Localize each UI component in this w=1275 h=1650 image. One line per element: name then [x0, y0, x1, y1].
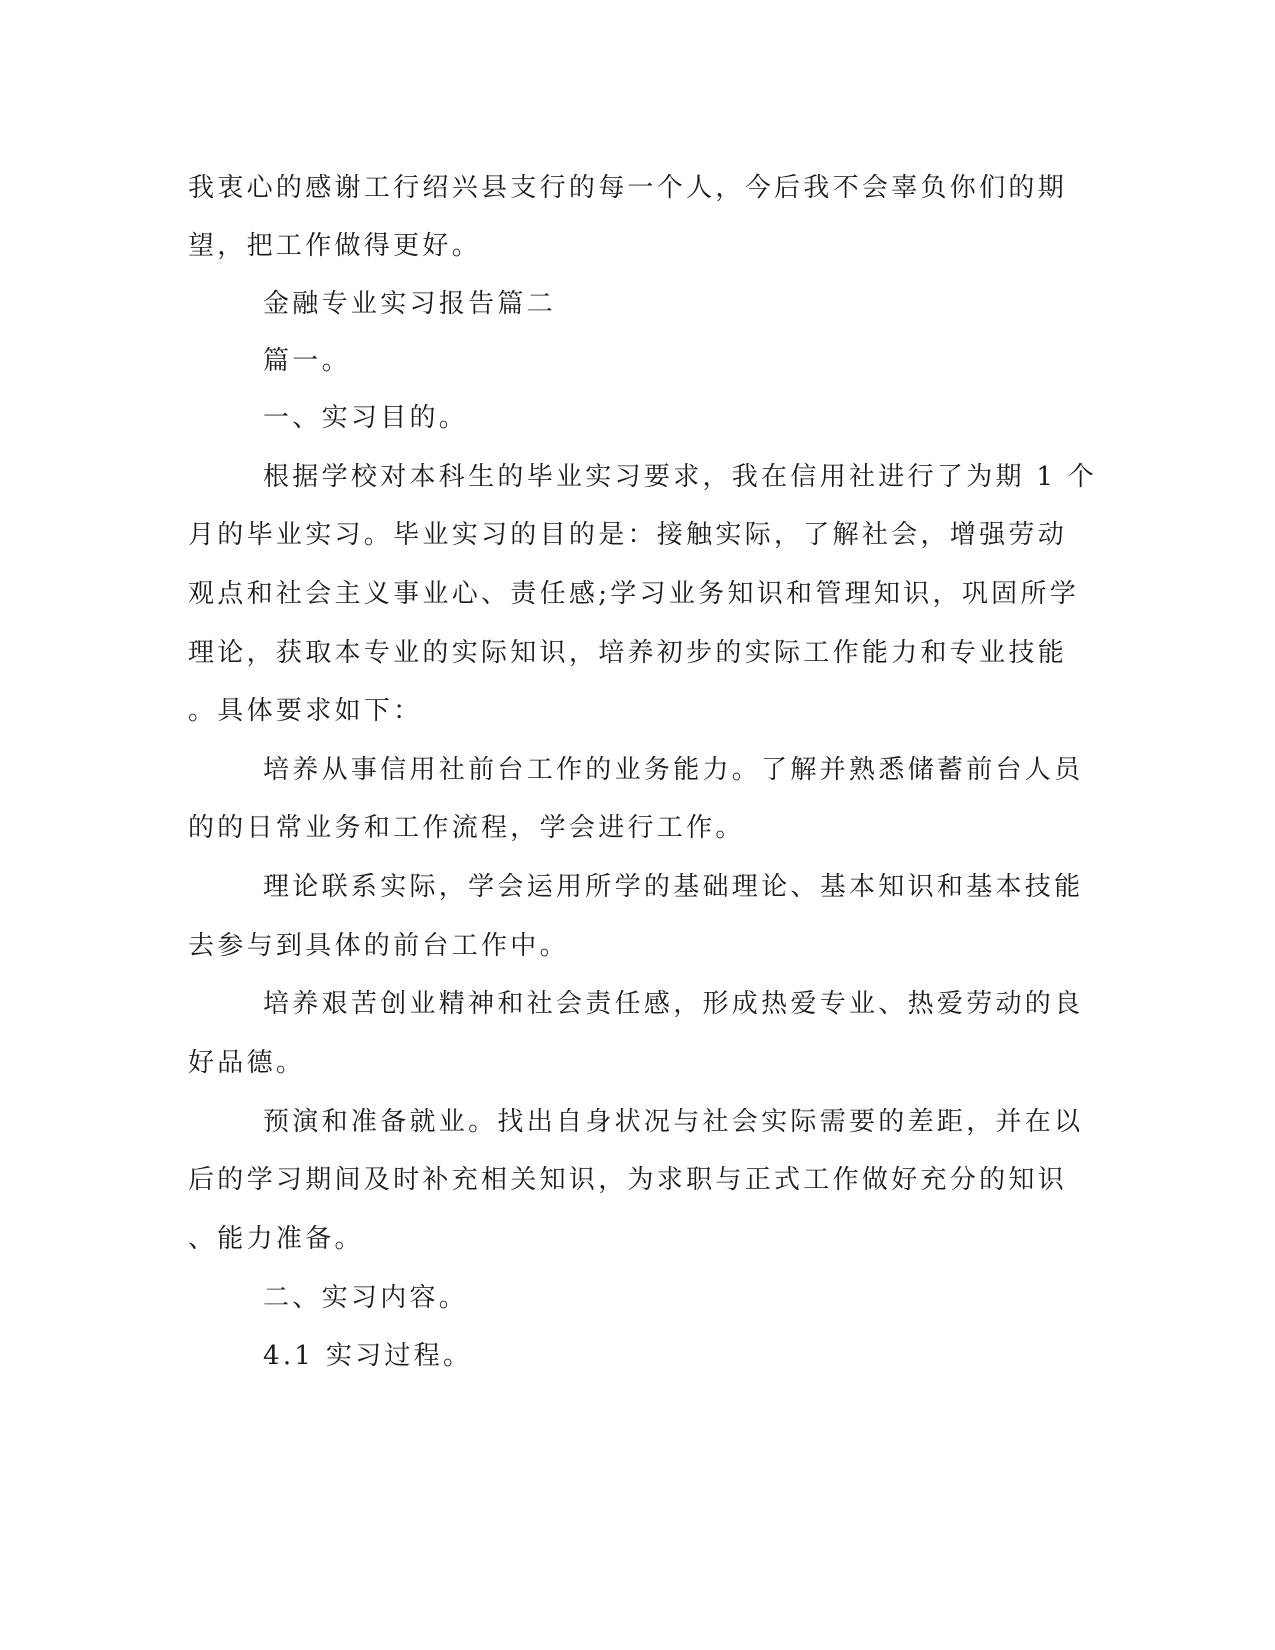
- paragraph-line: 月的毕业实习。毕业实习的目的是：接触实际，了解社会，增强劳动: [188, 520, 1068, 550]
- subsection-heading: 篇一。: [263, 346, 351, 376]
- paragraph-line: 理论联系实际，学会运用所学的基础理论、基本知识和基本技能: [263, 872, 1084, 902]
- paragraph-line: 去参与到具体的前台工作中。: [188, 931, 569, 961]
- paragraph-line: 我衷心的感谢工行绍兴县支行的每一个人，今后我不会辜负你们的期: [188, 173, 1068, 203]
- paragraph-line: 根据学校对本科生的毕业实习要求，我在信用社进行了为期 1 个: [263, 462, 1098, 492]
- paragraph-line: 培养从事信用社前台工作的业务能力。了解并熟悉储蓄前台人员: [263, 755, 1084, 785]
- paragraph-line: 的的日常业务和工作流程，学会进行工作。: [188, 813, 745, 843]
- subsection-heading: 4.1 实习过程。: [263, 1341, 473, 1371]
- paragraph-line: 望，把工作做得更好。: [188, 231, 482, 261]
- section-heading: 金融专业实习报告篇二: [263, 289, 557, 319]
- paragraph-line: 理论，获取本专业的实际知识，培养初步的实际工作能力和专业技能: [188, 638, 1068, 668]
- subsection-heading: 二、实习内容。: [263, 1283, 469, 1313]
- paragraph-line: 预演和准备就业。找出自身状况与社会实际需要的差距，并在以: [263, 1107, 1084, 1137]
- subsection-heading: 一、实习目的。: [263, 403, 469, 433]
- paragraph-line: 观点和社会主义事业心、责任感;学习业务知识和管理知识，巩固所学: [188, 579, 1080, 609]
- paragraph-line: 后的学习期间及时补充相关知识，为求职与正式工作做好充分的知识: [188, 1165, 1068, 1195]
- paragraph-line: 。具体要求如下：: [188, 696, 423, 726]
- paragraph-line: 、能力准备。: [188, 1224, 364, 1254]
- paragraph-line: 培养艰苦创业精神和社会责任感，形成热爱专业、热爱劳动的良: [263, 989, 1084, 1019]
- paragraph-line: 好品德。: [188, 1048, 306, 1078]
